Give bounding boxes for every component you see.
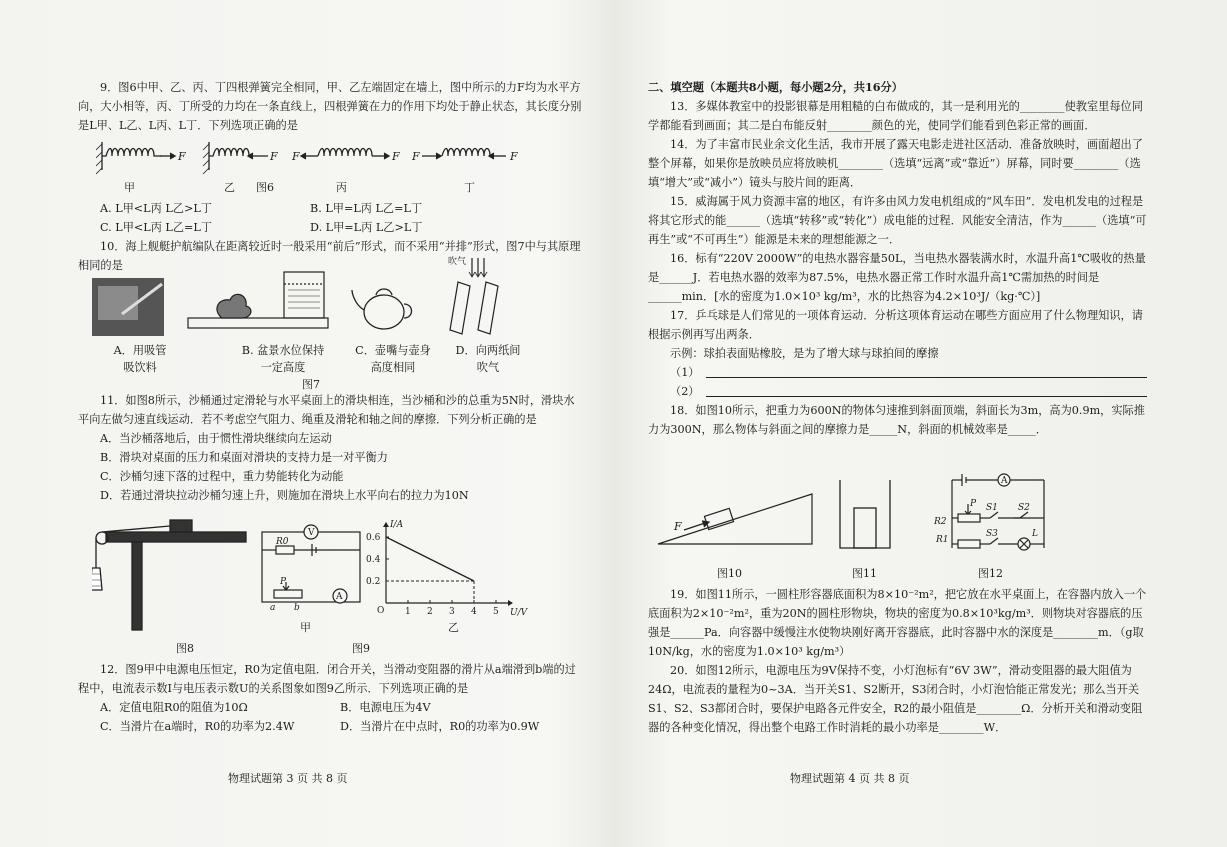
q11-text: 11．如图8所示，沙桶通过定滑轮与水平桌面上的滑块相连，当沙桶和沙的总重为5N时，滑块水平向左做匀速直线运动．若不考虑空气阻力、绳重及滑轮和轴之间的摩擦．下列分析正确的是 [78, 394, 575, 426]
two-papers [450, 258, 498, 334]
figure-7 [92, 254, 522, 336]
x-tick-label: 3 [449, 607, 455, 617]
q15-text: 15．威海属于风力资源丰富的地区，有许多由风力发电机组成的“风车田”．发电机发电的过程是将其它形式的能______（选填“转移”或“转化”）成电能的过程．风能安全清洁，作为______（选填“可再生”或“不可再生”）能源是未来的理想能源之一． [648, 195, 1147, 246]
end-b-label: b [294, 603, 300, 610]
q20-text: 20．如图12所示，电源电压为9V保持不变，小灯泡标有“6V 3W”，滑动变阻器的最大阻值为24Ω，电流表的量程为0~3A．当开关S1、S2断开，S3闭合时，小灯泡恰能正常发光；那么当开关S1、S2、S3都闭合时，要保护电路各元件安全，R2的最小阻值是________Ω．分析开关和滑动变阻器的各种变化情况，得出整个电路工作时消耗的最小功率是________W． [648, 664, 1143, 734]
q17-example: 示例：球拍表面贴橡胶，是为了增大球与球拍间的摩擦 [670, 347, 939, 360]
q12-option-b: B．电源电压为4V [340, 701, 431, 714]
force-label: F [412, 150, 420, 163]
lamp-label: L [1032, 529, 1038, 539]
q18-text: 18．如图10所示，把重力为600N的物体匀速推到斜面顶端，斜面长为3m，高为0.9m，实际推力为300N，那么物体与斜面之间的摩擦力是_____N，斜面的机械效率是_____． [648, 404, 1145, 436]
q19-text: 19．如图11所示，一圆柱形容器底面积为8×10⁻²m²，把它放在水平桌面上，在容器内放入一个底面积为2×10⁻²m²，重为20N的圆柱形物块，物块的密度为0.8×10³kg/m³．则物块对容器底的压强是______Pa．向容器中缓慢注水使物块刚好离开容器底，此时容器中水的深度是________m．（g取10N/kg，水的密度为1.0×10³ kg/m³） [648, 588, 1147, 658]
y-axis-arrow [383, 522, 389, 527]
q10-option-c: C．壶嘴与壶身 高度相同 [355, 344, 431, 374]
force-label: F [292, 150, 300, 163]
q11-option-c: C．沙桶匀速下落的过程中，重力势能转化为动能 [100, 470, 344, 483]
x-axis-arrow [508, 600, 513, 606]
figure-11-container [838, 478, 892, 552]
figure-11-caption: 图11 [852, 567, 877, 580]
q9-text: 9．图6中甲、乙、丙、丁四根弹簧完全相同，甲、乙左端固定在墙上，图中所示的力F均为水平方向，大小相等，丙、丁所受的力均在一条直线上，四根弹簧在力的作用下均处于静止状态，其长度分别是L甲、L乙、L丙、L丁．下列选项正确的是 [78, 81, 582, 132]
force-label: F [392, 150, 400, 163]
r1-label: R1 [936, 535, 949, 545]
q12-option-c: C．当滑片在a端时，R0的功率为2.4W [100, 720, 295, 733]
q9-option-a: A. L甲<L丙 L乙>L丁 [100, 202, 212, 215]
teapot [352, 289, 412, 329]
q10-option-a: A．用吸管 吸饮料 [113, 344, 167, 374]
r0-label: R0 [276, 537, 289, 547]
q10-option-b: B. 盆景水位保持 一定高度 [241, 344, 325, 374]
series-line [386, 537, 474, 581]
q17-line-1: （1） [648, 363, 1153, 382]
voltmeter-label: V [308, 528, 315, 538]
y-tick-label: 0.2 [366, 577, 381, 587]
y-axis-label: I/A [390, 520, 404, 530]
figure-9-circuit [256, 520, 366, 610]
q11-option-b: B．滑块对桌面的压力和桌面对滑块的支持力是一对平衡力 [100, 451, 388, 464]
blow-label: 吹气 [448, 257, 467, 267]
q17-text: 17．乒乓球是人们常见的一项体育运动．分析这项体育运动在哪些方面应用了什么物理知识，请根据示例再写出两条． [648, 309, 1143, 341]
figure-6-caption: 图6 [256, 181, 274, 194]
spring-label-jia: 甲 [124, 181, 135, 194]
q12-block [78, 660, 583, 736]
q11-option-d: D．若通过滑块拉动沙桶匀速上升，则施加在滑块上水平向右的拉力为10N [100, 489, 469, 502]
figure-10-caption: 图10 [717, 567, 742, 580]
section-title: 二、填空题（本题共8小题，每小题2分，共16分） [648, 80, 903, 94]
slider-p-label: P [970, 499, 977, 509]
s3-label: S3 [986, 529, 998, 539]
q11-option-a: A．当沙桶落地后，由于惯性滑块继续向左运动 [100, 432, 332, 445]
q10-option-d: D．向两纸间 吹气 [455, 344, 521, 374]
svg-text:F: F [674, 520, 682, 533]
ammeter-label: A [336, 592, 343, 602]
figure-9-jia: 甲 [300, 621, 311, 634]
q17-line-2: （2） [648, 382, 1153, 401]
figure-9-yi: 乙 [448, 621, 459, 634]
q12-text: 12．图9甲中电源电压恒定，R0为定值电阻．闭合开关，当滑动变阻器的滑片从a端滑到b端的过程中，电流表示数I与电压表示数U的关系图象如图9乙所示．下列选项正确的是 [78, 663, 576, 695]
force-label: F [510, 150, 518, 163]
x-tick-label: 2 [427, 607, 433, 617]
figure-9-chart [364, 515, 534, 625]
figure-10-incline [656, 488, 816, 548]
y-tick-label: 0.6 [366, 533, 381, 543]
figure-8-pulley [92, 518, 252, 633]
origin-label: O [377, 606, 385, 616]
force-label: F [270, 150, 278, 163]
q12-option-d: D．当滑片在中点时，R0的功率为0.9W [340, 720, 540, 733]
s1-label: S1 [986, 503, 998, 513]
right-footer: 物理试题第 4 页 共 8 页 [790, 772, 910, 785]
q9-option-d: D. L甲=L丙 L乙>L丁 [310, 221, 423, 234]
figure-7-caption: 图7 [302, 378, 320, 391]
left-page [78, 78, 583, 135]
x-tick-label: 1 [405, 607, 411, 617]
figure-8-caption: 图8 [176, 642, 194, 655]
spring-label-bing: 丙 [336, 181, 347, 194]
q10-text: 10．海上舰艇护航编队在距离较近时一般采用“前后”形式，而不采用“并排”形式，图7中与其原理相同的是 [78, 240, 581, 272]
q13-text: 13．多媒体教室中的投影银幕是用粗糙的白布做成的，其一是利用光的________使教室里每位同学都能看到画面；其二是白布能反射________颜色的光，使同学们能看到色彩正常的画面． [648, 100, 1143, 132]
figure-12-caption: 图12 [978, 567, 1003, 580]
right-page [648, 78, 1153, 439]
slider-p-label: P [280, 577, 287, 587]
figure-9-caption: 图9 [352, 642, 370, 655]
q14-text: 14．为了丰富市民业余文化生活，我市开展了露天电影走进社区活动．准备放映时，画面超出了整个屏幕，如果你是放映员应将放映机________（选填“远离”或“靠近”）屏幕，同时要________（选填“增大”或“减小”）镜头与胶片间的距离． [648, 138, 1143, 189]
figure-6-springs [96, 138, 526, 196]
q11-block [78, 391, 583, 505]
force-label: F [178, 150, 186, 163]
y-tick-label: 0.4 [366, 555, 381, 565]
s2-label: S2 [1018, 503, 1030, 513]
figure-12-circuit [928, 470, 1048, 556]
x-tick-label: 4 [471, 607, 477, 617]
x-tick-label: 5 [493, 607, 499, 617]
end-a-label: a [270, 603, 276, 610]
left-footer: 物理试题第 3 页 共 8 页 [228, 772, 348, 785]
q16-text: 16．标有“220V 2000W”的电热水器容量50L，当电热水器装满水时，水温升高1℃吸收的热量是______J．若电热水器的效率为87.5%，电热水器正常工作时水温升高1℃需加热的时间是______min．[水的密度为1.0×10³ kg/m³，水的比热容为4.2×10³J/（kg·℃）] [648, 252, 1146, 303]
q9-option-b: B. L甲=L丙 L乙=L丁 [310, 202, 423, 215]
q19-q20-block [648, 585, 1153, 737]
spring-label-yi: 乙 [224, 181, 235, 194]
spring-label-ding: 丁 [464, 181, 475, 194]
q9-option-c: C. L甲<L丙 L乙=L丁 [100, 221, 213, 234]
q10-options [104, 342, 534, 376]
r2-label: R2 [934, 517, 947, 527]
q12-option-a: A．定值电阻R0的阻值为10Ω [100, 701, 248, 714]
bonsai-bottle [188, 272, 328, 328]
x-axis-label: U/V [510, 608, 528, 618]
ammeter-label: A [1001, 476, 1008, 486]
